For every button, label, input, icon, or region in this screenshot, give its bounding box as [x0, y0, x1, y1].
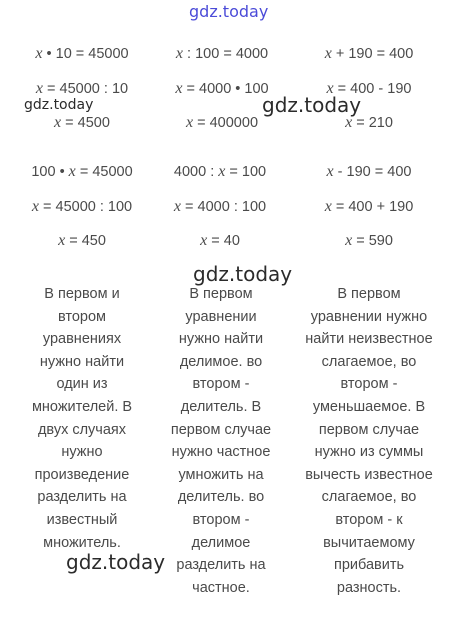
text-line: произведение: [34, 466, 130, 483]
equation: x = 4000 • 100: [175, 80, 269, 97]
equation: x = 400 + 190: [324, 198, 414, 215]
equation: x = 450: [58, 232, 106, 249]
watermark: gdz.today: [66, 550, 166, 574]
text-line: частное.: [192, 579, 250, 596]
text-line: В первом и: [44, 286, 120, 302]
text-line: нужно найти: [39, 353, 125, 370]
equation: 100 • x = 45000: [31, 163, 133, 180]
text-line: втором: [57, 308, 107, 325]
text-line: уравнениях: [42, 331, 122, 348]
text-line: слагаемое, во: [321, 489, 417, 506]
equation: 4000 : x = 100: [173, 163, 267, 180]
text-line: множитель.: [43, 534, 121, 551]
text-line: один из: [56, 376, 108, 393]
text-line: втором -: [192, 376, 250, 393]
text-line: втором -: [340, 376, 398, 393]
equation: x - 190 = 400: [326, 163, 412, 180]
text-line: втором -: [192, 511, 250, 528]
equation: x : 100 = 4000: [175, 45, 269, 62]
text-line: первом случае: [170, 421, 272, 438]
text-line: делитель. В: [180, 398, 262, 415]
watermark: gdz.today: [193, 262, 293, 286]
text-line: делимое: [191, 534, 251, 551]
text-line: нужно: [61, 444, 103, 461]
text-line: известный: [46, 511, 118, 528]
text-line: нужно из суммы: [314, 444, 424, 461]
text-line: умножить на: [178, 466, 264, 483]
text-line: делитель. во: [177, 489, 265, 506]
text-line: уравнении нужно: [310, 308, 428, 325]
text-line: вычесть известное: [305, 466, 433, 483]
equation: x = 4500: [54, 114, 110, 131]
explanation-col-2: [147, 283, 295, 599]
text-line: В первом: [189, 286, 253, 302]
text-line: В первом: [337, 286, 401, 302]
watermark: gdz.today: [24, 97, 94, 113]
equation: x = 45000 : 10: [35, 80, 129, 97]
equation: x = 4000 : 100: [173, 198, 267, 215]
text-line: двух случаях: [37, 421, 127, 438]
text-line: прибавить: [333, 557, 405, 574]
equation: x + 190 = 400: [324, 45, 414, 62]
equation: x = 400000: [185, 114, 259, 131]
text-line: первом случае: [318, 421, 420, 438]
text-line: втором - к: [335, 511, 403, 528]
watermark-top: gdz.today: [189, 2, 269, 21]
equation: x = 210: [345, 114, 393, 131]
text-line: нужно частное: [171, 444, 271, 461]
text-line: разность.: [336, 579, 402, 596]
explanation-col-3: [294, 283, 444, 599]
equation: x • 10 = 45000: [35, 45, 129, 62]
equation: x = 590: [345, 232, 393, 249]
text-line: найти неизвестное: [305, 331, 433, 348]
equation: x = 45000 : 100: [31, 198, 133, 215]
text-line: нужно найти: [178, 331, 264, 348]
text-line: множителей. В: [31, 398, 133, 415]
watermark: gdz.today: [262, 93, 362, 117]
text-line: разделить на: [37, 489, 127, 506]
text-line: уменьшаемое. В: [312, 398, 426, 415]
text-line: вычитаемому: [323, 534, 415, 551]
explanation-col-1: [8, 283, 156, 554]
text-line: делимое. во: [179, 353, 263, 370]
text-line: разделить на: [176, 557, 266, 574]
text-line: уравнении: [185, 308, 257, 325]
text-line: слагаемое, во: [321, 353, 417, 370]
equation: x = 400 - 190: [326, 80, 412, 97]
equation: x = 40: [200, 232, 240, 249]
